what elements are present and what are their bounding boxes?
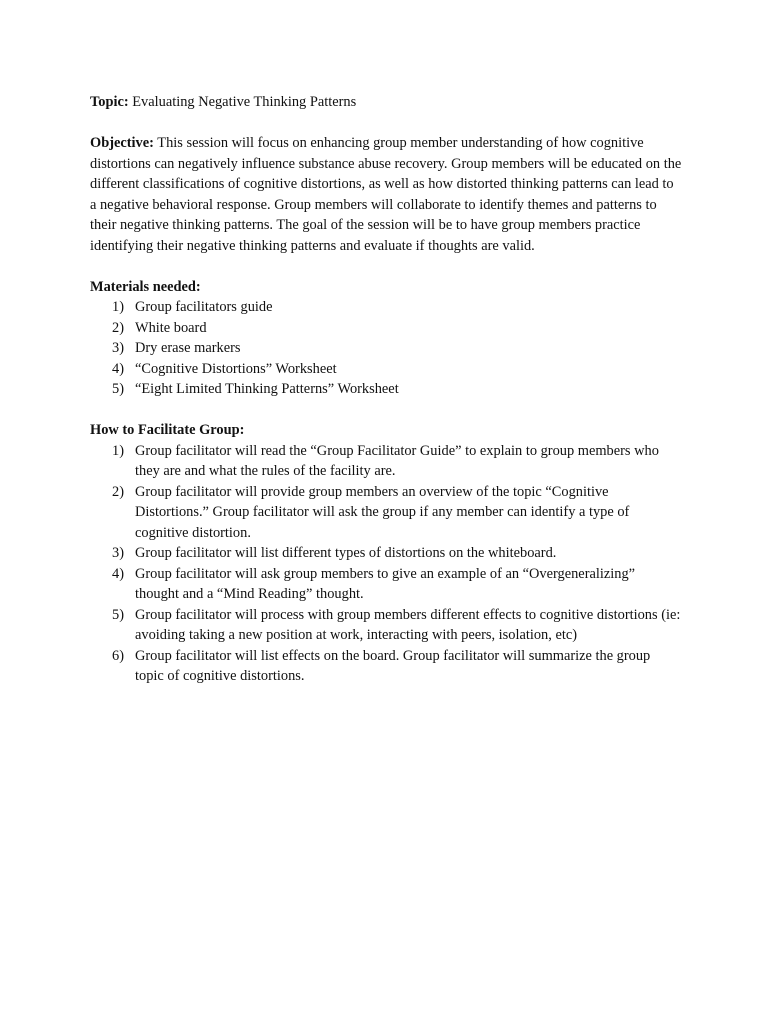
list-item xyxy=(90,543,682,564)
list-item xyxy=(90,564,682,605)
objective-text: This session will focus on enhancing group member understanding of how cognitive distortions can negatively influence substance abuse recovery. Group members will be educated on the different classifications of cognitive distortions, as well as how distorted thinking patterns can lead to a negative behavioral response. Group members will collaborate to identify themes and patterns to their negative thinking patterns. The goal of the session will be to have group members practice identifying their negative thinking patterns and evaluate if thoughts are valid. xyxy=(90,135,682,254)
materials-heading: Materials needed: xyxy=(90,278,201,295)
list-item-text: Group facilitator will process with group members different effects to cognitive distortions (ie: avoiding taking a new position at work, interacting with peers, isolation, etc) xyxy=(135,606,681,643)
list-item-number: 3) xyxy=(112,545,124,561)
spacer xyxy=(90,256,682,277)
list-item-text: Group facilitators guide xyxy=(135,299,273,315)
list-item xyxy=(90,338,682,359)
list-item xyxy=(90,297,682,318)
list-item-number: 2) xyxy=(112,319,124,336)
list-item-number: 5) xyxy=(112,606,124,623)
list-item-text: Group facilitator will ask group members to give an example of an “Overgeneralizing” thought and a “Mind Reading” thought. xyxy=(135,565,636,602)
list-item-number: 1) xyxy=(112,442,124,459)
topic-label: Topic: xyxy=(90,94,129,110)
list-item-number: 4) xyxy=(112,565,124,582)
list-item-number: 4) xyxy=(112,360,124,377)
list-item-text: Group facilitator will provide group members an overview of the topic “Cognitive Distortions.” Group facilitator will ask the group if any member can identify a type of cognitive distortion. xyxy=(135,483,630,541)
list-item xyxy=(90,482,682,544)
list-item-text: Dry erase markers xyxy=(135,340,241,356)
list-item-number: 1) xyxy=(112,299,124,315)
list-item xyxy=(90,359,682,380)
spacer xyxy=(90,113,682,134)
list-item-text: “Cognitive Distortions” Worksheet xyxy=(135,360,337,377)
list-item xyxy=(90,318,682,339)
objective-paragraph xyxy=(90,133,682,256)
list-item-number: 5) xyxy=(112,381,124,397)
list-item xyxy=(90,605,682,646)
facilitate-list xyxy=(90,441,682,687)
topic-line xyxy=(90,92,682,113)
list-item-text: Group facilitator will list effects on the board. Group facilitator will summarize the group topic of cognitive distortions. xyxy=(135,647,651,684)
facilitate-heading: How to Facilitate Group: xyxy=(90,422,245,438)
document-page xyxy=(90,92,682,687)
list-item-number: 3) xyxy=(112,340,124,356)
list-item-number: 2) xyxy=(112,483,124,500)
objective-label: Objective: xyxy=(90,135,154,151)
topic-text: Evaluating Negative Thinking Patterns xyxy=(132,94,357,110)
list-item-number: 6) xyxy=(112,647,124,664)
list-item-text: “Eight Limited Thinking Patterns” Worksheet xyxy=(135,381,399,397)
list-item xyxy=(90,441,682,482)
list-item xyxy=(90,379,682,400)
list-item xyxy=(90,646,682,687)
list-item-text: White board xyxy=(135,319,207,336)
materials-list xyxy=(90,297,682,400)
list-item-text: Group facilitator will read the “Group Facilitator Guide” to explain to group members who they are and what the rules of the facility are. xyxy=(135,442,659,479)
list-item-text: Group facilitator will list different types of distortions on the whiteboard. xyxy=(135,545,557,561)
spacer xyxy=(90,400,682,421)
